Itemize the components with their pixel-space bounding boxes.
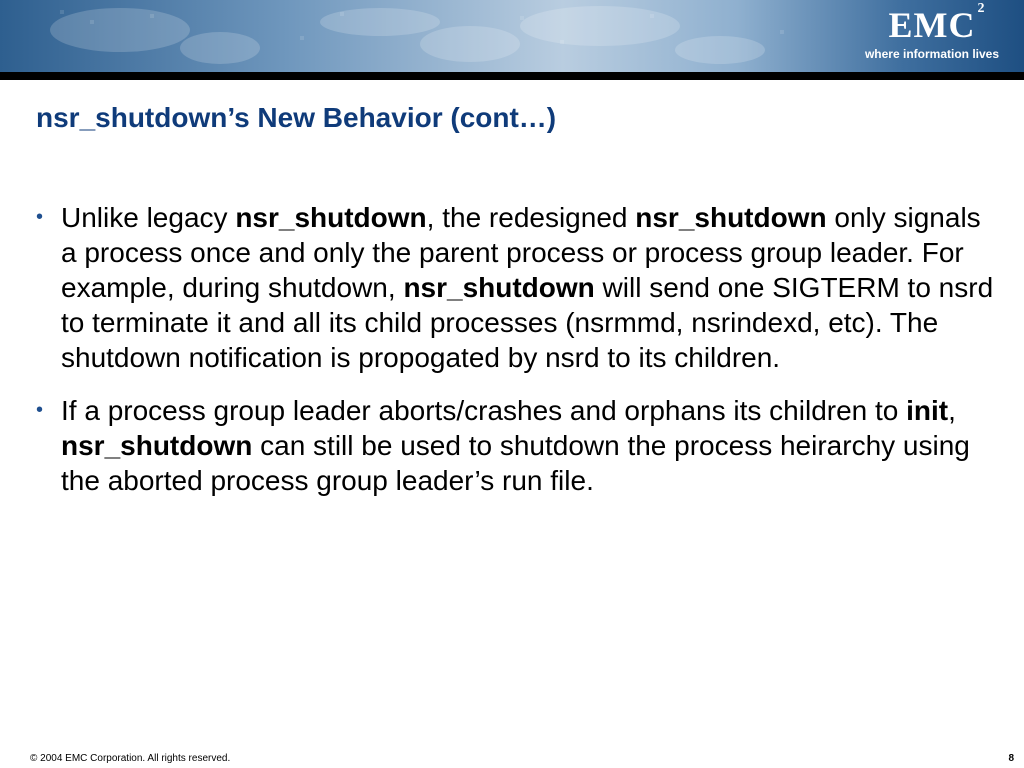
bullet-text-segment: will send one SIGTERM to nsrd to terminate it and all its child processes (nsrmmd, nsrindexd, etc). The shutdown notification is propogated by nsrd to its children. [61, 272, 994, 373]
bullet-icon: • [36, 206, 44, 228]
bullet-text-segment: If a process group leader aborts/crashes and orphans its children to [61, 395, 907, 426]
logo-text: EMC [888, 5, 976, 45]
logo-wordmark [888, 1, 986, 45]
command-name: nsr_shutdown [635, 202, 827, 233]
command-name: nsr_shutdown [61, 430, 253, 461]
bullet-text-segment: , the redesigned [426, 202, 636, 233]
command-name: nsr_shutdown [235, 202, 427, 233]
command-name: init [906, 395, 949, 426]
logo-superscript: 2 [977, 1, 986, 16]
bullet-text-segment: can still be used to shutdown the process heirarchy using the aborted process group leader’s run file. [61, 430, 970, 496]
bullet-text-segment: , [948, 395, 956, 426]
bullet-item [36, 393, 996, 498]
bullet-text-segment: only signals a process once and only the parent process or process group leader. For example, during shutdown, [61, 202, 981, 303]
emc-logo [862, 1, 1002, 62]
page-number: 8 [1008, 753, 1014, 764]
slide-title: nsr_shutdown’s New Behavior (cont…) [36, 102, 557, 133]
command-name: nsr_shutdown [403, 272, 595, 303]
header-banner [0, 0, 1024, 72]
bullet-text-segment: Unlike legacy [61, 202, 236, 233]
slide-content [36, 200, 996, 516]
bullet-icon: • [36, 399, 44, 421]
footer-copyright: © 2004 EMC Corporation. All rights reserved. [30, 753, 231, 764]
header-divider [0, 72, 1024, 80]
logo-tagline: where information lives [864, 47, 1000, 61]
bullet-text [61, 202, 993, 373]
bullet-text [61, 395, 970, 496]
bullet-item [36, 200, 996, 375]
